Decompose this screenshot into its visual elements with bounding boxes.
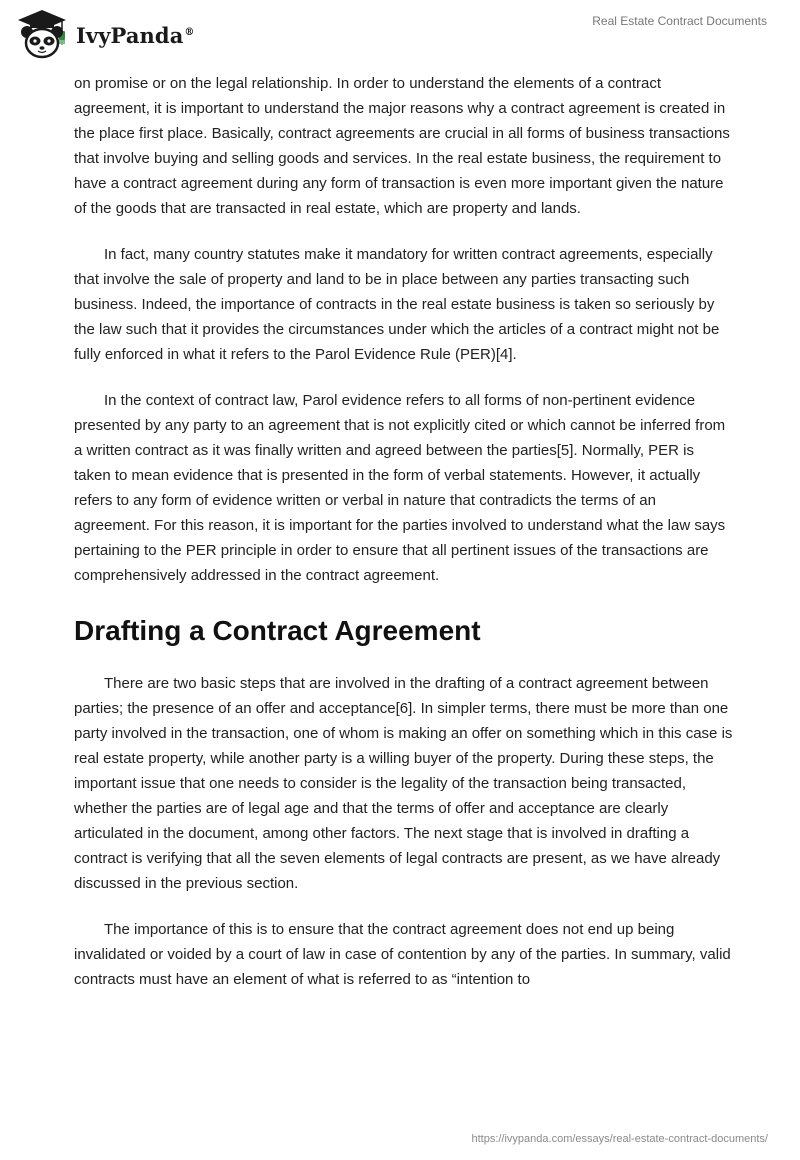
paragraph: In the context of contract law, Parol evidence refers to all forms of non-pertinent evidence presented by any party to an agreement that is not explicitly cited or which cannot be inferred from a written contract as it was finally written and agreed between the parties[5]. Normally, PER is taken to mean evidence that is presented in the form of verbal statements. However, it actually refers to any form of evidence written or verbal in nature that contradicts the terms of an agreement. For this reason, it is important for the parties involved to understand what the law says pertaining to the PER principle in order to ensure that all pertinent issues of the transactions are comprehensively addressed in the contract agreement. xyxy=(74,392,726,584)
paragraph: on promise or on the legal relationship. In order to understand the elements of a contract agreement, it is important to understand the major reasons why a contract agreement is created in the place first place. Basically, contract agreements are crucial in all forms of business transactions that involve buying and selling goods and services. In the real estate business, the requirement to have a contract agreement during any form of transaction is even more important given the nature of the goods that are transacted in real estate, which are property and lands. xyxy=(74,75,730,217)
section-heading: Drafting a Contract Agreement xyxy=(74,615,481,646)
registered-mark: ® xyxy=(184,26,195,38)
paragraph: There are two basic steps that are involved in the drafting of a contract agreement between parties; the presence of an offer and acceptance[6]. In simpler terms, there must be more than one party involved in the transaction, one of whom is making an offer on something which in this case is real estate property, while another party is a willing buyer of the property. During these steps, the important issue that one needs to consider is the legality of the transaction being transacted, whether the parties are of legal age and that the terms of offer and acceptance are clearly articulated in the document, among other factors. The next stage that is involved in drafting a contract is verifying that all the seven elements of legal contracts are present, as we have already discussed in the previous section. xyxy=(74,675,733,892)
page-header xyxy=(0,0,800,70)
essay-body xyxy=(74,71,734,1013)
source-url[interactable]: https://ivypanda.com/essays/real-estate-contract-documents/ xyxy=(471,1133,768,1145)
brand-logo[interactable] xyxy=(14,8,195,60)
paragraph: The importance of this is to ensure that the contract agreement does not end up being invalidated or voided by a court of law in case of contention by any of the parties. In summary, valid contracts must have an element of what is referred to as “intention to xyxy=(74,921,731,988)
panda-graduate-icon xyxy=(14,8,70,60)
document-title: Real Estate Contract Documents xyxy=(592,14,767,28)
paragraph: In fact, many country statutes make it mandatory for written contract agreements, especially that involve the sale of property and land to be in place between any parties transacting such business. Indeed, the importance of contracts in the real estate business is taken so seriously by the law such that it provides the circumstances under which the articles of a contract might not be fully enforced in what it refers to the Parol Evidence Rule (PER)[4]. xyxy=(74,246,720,363)
brand-name: IvyPanda® xyxy=(76,22,195,48)
